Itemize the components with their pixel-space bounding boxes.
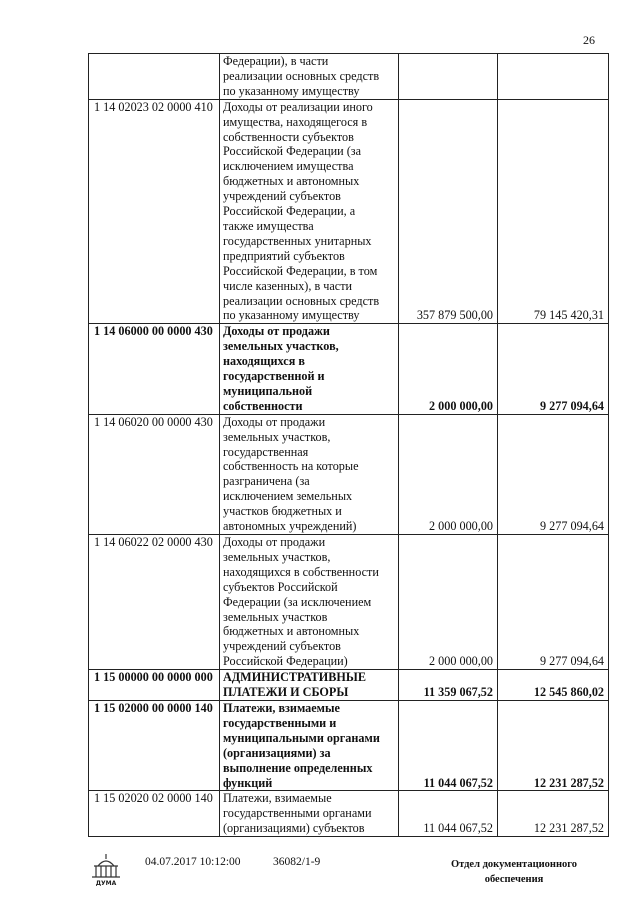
revenue-name-line: земельных участков [223, 609, 328, 624]
revenue-name-line: также имущества [223, 218, 314, 233]
revenue-name-line: государственной и [223, 369, 325, 384]
planned-amount-cell: 11 044 067,52 [399, 791, 498, 837]
revenue-name-line: имущества, находящегося в [223, 114, 368, 129]
revenue-name-line: предприятий субъектов [223, 248, 345, 263]
revenue-name-line: государственными и [223, 715, 337, 730]
svg-text:ДУМА: ДУМА [95, 880, 117, 887]
revenue-name-line: ПЛАТЕЖИ И СБОРЫ [223, 685, 349, 700]
planned-amount-cell: 11 359 067,52 [399, 670, 498, 701]
footer-date: 04.07.2017 10:12:00 [145, 856, 241, 868]
planned-amount-cell: 357 879 500,00 [399, 99, 498, 324]
revenue-code-cell [89, 54, 220, 100]
budget-table [88, 53, 609, 837]
revenue-name-line: бюджетных и автономных [223, 174, 360, 189]
actual-amount-cell: 9 277 094,64 [498, 324, 609, 414]
revenue-name-line: функций [223, 775, 273, 790]
revenue-name-line: собственности субъектов [223, 129, 354, 144]
table-row [89, 414, 609, 534]
table-row [89, 791, 609, 837]
planned-amount-cell [399, 54, 498, 100]
revenue-name-line: Доходы от реализации иного [223, 99, 373, 114]
actual-amount-cell [498, 54, 609, 100]
revenue-name-line: Российской Федерации, а [223, 204, 356, 219]
revenue-name-line: собственность на которые [223, 459, 359, 474]
revenue-name-cell [220, 535, 399, 670]
revenue-name-line: Доходы от продажи [223, 414, 326, 429]
footer-document-number: 36082/1-9 [273, 856, 321, 868]
revenue-name-cell [220, 670, 399, 701]
actual-amount-cell: 12 231 287,52 [498, 700, 609, 790]
footer-department-line2: обеспечения [484, 874, 544, 885]
revenue-name-line: исключением имущества [223, 159, 354, 174]
revenue-name-cell [220, 700, 399, 790]
planned-amount-cell: 11 044 067,52 [399, 700, 498, 790]
revenue-code-cell: 1 14 06000 00 0000 430 [89, 324, 220, 414]
revenue-name-line: Доходы от продажи [223, 324, 330, 339]
table-row [89, 535, 609, 670]
revenue-name-line: государственными органами [223, 806, 372, 821]
actual-amount-cell: 12 545 860,02 [498, 670, 609, 701]
revenue-name-line: по указанному имуществу [223, 83, 360, 98]
revenue-name-line: находящихся в [223, 354, 305, 369]
revenue-name-line: исключением земельных [223, 489, 353, 504]
revenue-name-line: по указанному имуществу [223, 308, 360, 323]
table-row [89, 700, 609, 790]
revenue-name-line: земельных участков, [223, 429, 331, 444]
revenue-name-line: находящихся в собственности [223, 564, 379, 579]
revenue-name-line: собственности [223, 398, 303, 413]
footer-department-line1: Отдел документационного [450, 859, 578, 870]
planned-amount-cell: 2 000 000,00 [399, 414, 498, 534]
revenue-name-line: числе казенных), в части [223, 278, 353, 293]
revenue-name-line: земельных участков, [223, 549, 331, 564]
table-row [89, 670, 609, 701]
revenue-name-line: земельных участков, [223, 339, 339, 354]
revenue-name-line: Платежи, взимаемые [223, 700, 340, 715]
revenue-name-line: выполнение определенных [223, 760, 373, 775]
revenue-name-line: учреждений субъектов [223, 189, 341, 204]
revenue-name-line: Российской Федерации, в том [223, 263, 378, 278]
actual-amount-cell: 12 231 287,52 [498, 791, 609, 837]
revenue-name-cell [220, 324, 399, 414]
revenue-name-line: Российской Федерации) [223, 654, 348, 669]
table-row [89, 54, 609, 100]
revenue-name-line: учреждений субъектов [223, 639, 341, 654]
revenue-name-line: участков бюджетных и [223, 504, 342, 519]
actual-amount-cell: 9 277 094,64 [498, 535, 609, 670]
revenue-name-line: реализации основных средств [223, 68, 380, 83]
revenue-name-line: АДМИНИСТРАТИВНЫЕ [223, 670, 366, 685]
planned-amount-cell: 2 000 000,00 [399, 324, 498, 414]
revenue-name-line: Российской Федерации (за [223, 144, 361, 159]
revenue-name-line: (организациями) за [223, 745, 331, 760]
revenue-code-cell: 1 14 02023 02 0000 410 [89, 99, 220, 324]
revenue-code-cell: 1 14 06022 02 0000 430 [89, 535, 220, 670]
revenue-name-line: Федерации), в части [223, 54, 329, 68]
revenue-name-line: Федерации (за исключением [223, 594, 372, 609]
actual-amount-cell: 79 145 420,31 [498, 99, 609, 324]
revenue-name-line: реализации основных средств [223, 293, 380, 308]
table-row [89, 324, 609, 414]
page-number: 26 [583, 33, 595, 47]
revenue-name-cell [220, 54, 399, 100]
revenue-code-cell: 1 15 02020 02 0000 140 [89, 791, 220, 837]
revenue-name-line: муниципальными органами [223, 730, 380, 745]
table-row [89, 99, 609, 324]
revenue-name-line: субъектов Российской [223, 579, 338, 594]
revenue-name-line: Доходы от продажи [223, 535, 326, 549]
revenue-code-cell: 1 14 06020 00 0000 430 [89, 414, 220, 534]
revenue-name-line: государственная [223, 444, 309, 459]
revenue-code-cell: 1 15 02000 00 0000 140 [89, 700, 220, 790]
table-body [89, 54, 609, 837]
revenue-name-line: (организациями) субъектов [223, 821, 365, 836]
revenue-name-cell [220, 99, 399, 324]
revenue-name-line: государственных унитарных [223, 233, 372, 248]
revenue-name-line: разграничена (за [223, 474, 310, 489]
revenue-name-cell [220, 414, 399, 534]
revenue-name-line: муниципальной [223, 383, 313, 398]
revenue-code-cell: 1 15 00000 00 0000 000 [89, 670, 220, 701]
revenue-name-line: автономных учреждений) [223, 519, 357, 534]
duma-logo [86, 850, 126, 890]
planned-amount-cell: 2 000 000,00 [399, 535, 498, 670]
revenue-name-cell [220, 791, 399, 837]
footer-department [424, 857, 604, 887]
revenue-name-line: бюджетных и автономных [223, 624, 360, 639]
actual-amount-cell: 9 277 094,64 [498, 414, 609, 534]
revenue-name-line: Платежи, взимаемые [223, 791, 332, 806]
